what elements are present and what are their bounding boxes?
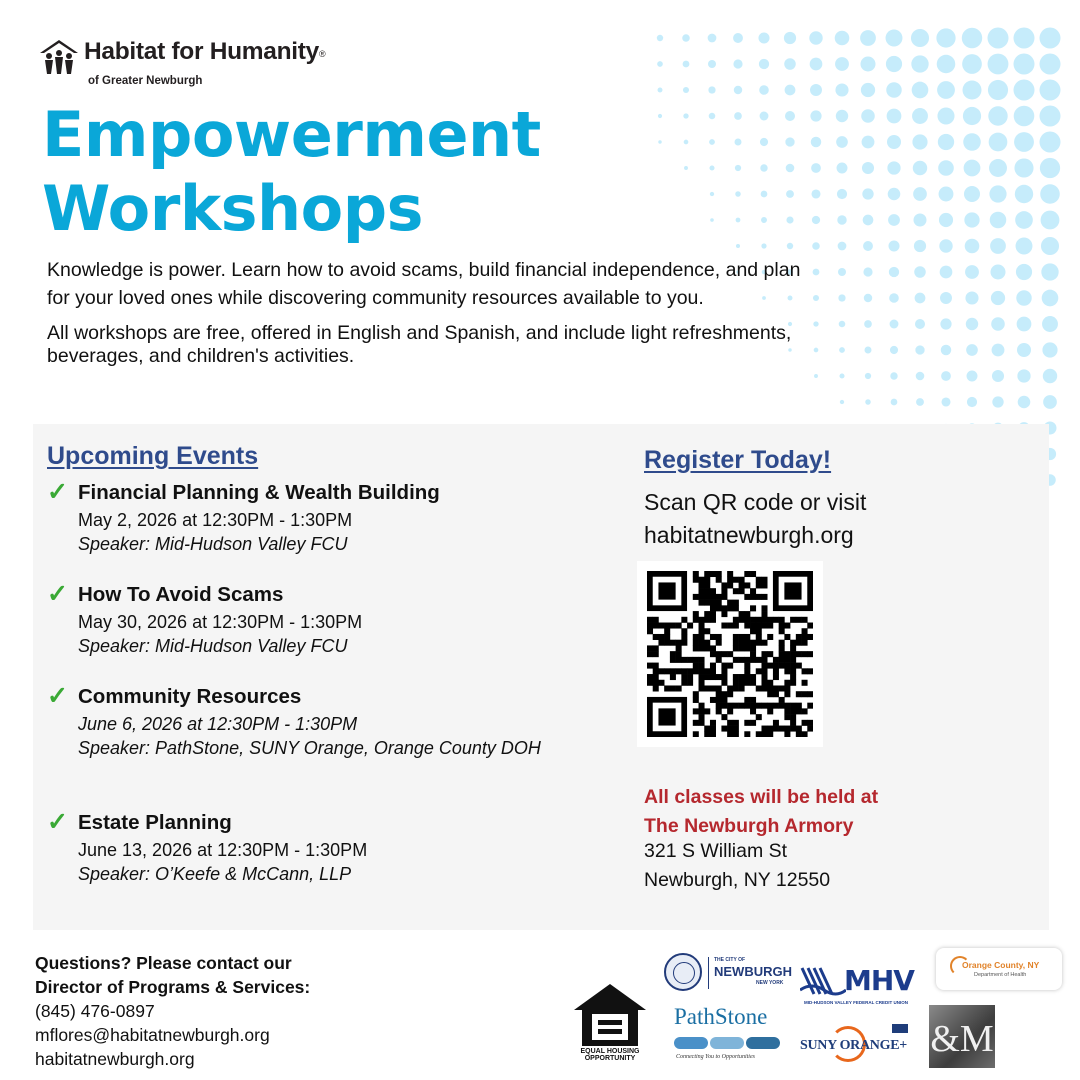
upcoming-events-heading: Upcoming Events	[47, 442, 259, 470]
location-line-1: All classes will be held at	[644, 786, 879, 808]
title-line-1: Empowerment	[42, 98, 541, 171]
contact-line-2: Director of Programs & Services:	[35, 977, 311, 997]
mhv-waves-icon	[800, 964, 846, 998]
equal-housing-caption: EQUAL HOUSING OPPORTUNITY	[580, 1048, 640, 1062]
page-title	[42, 98, 541, 246]
habitat-house-icon	[40, 40, 78, 74]
qr-code-icon	[647, 571, 813, 737]
checkmark-icon: ✓	[47, 478, 68, 506]
contact-phone[interactable]: (845) 476-0897	[35, 1001, 155, 1021]
event-name: Estate Planning	[78, 811, 232, 834]
mhv-fcu-logo: MHV MID-HUDSON VALLEY FEDERAL CREDIT UNION	[798, 962, 914, 1012]
city-seal-icon	[664, 953, 702, 991]
contact-block	[35, 951, 310, 1071]
address-street: 321 S William St	[644, 840, 788, 862]
event-date: June 13, 2026 at 12:30PM - 1:30PM	[78, 840, 368, 860]
register-instructions	[644, 486, 866, 552]
habitat-logo	[40, 38, 326, 87]
event-date: May 30, 2026 at 12:30PM - 1:30PM	[78, 612, 363, 632]
register-heading[interactable]: Register Today!	[644, 446, 832, 474]
event-name: Community Resources	[78, 685, 302, 708]
okeefe-mccann-logo: &M	[929, 1005, 995, 1068]
pathstone-logo: PathStone Connecting You to Opportunities	[672, 1004, 784, 1068]
event-speaker: Speaker: Mid-Hudson Valley FCU	[78, 636, 348, 656]
contact-email[interactable]: mflores@habitatnewburgh.org	[35, 1025, 270, 1045]
contact-website[interactable]: habitatnewburgh.org	[35, 1049, 195, 1069]
location-heading	[644, 783, 878, 841]
checkmark-icon: ✓	[47, 682, 68, 710]
event-name: How To Avoid Scams	[78, 583, 284, 606]
intro-text	[47, 256, 807, 378]
event-speaker: Speaker: PathStone, SUNY Orange, Orange County DOH	[78, 738, 541, 758]
orange-county-doh-logo: Orange County, NY Department of Health	[936, 948, 1062, 990]
contact-line-1: Questions? Please contact our	[35, 953, 292, 973]
checkmark-icon: ✓	[47, 808, 68, 836]
checkmark-icon: ✓	[47, 580, 68, 608]
org-subtitle: of Greater Newburgh	[88, 75, 203, 87]
city-of-newburgh-logo: THE CITY OF NEWBURGH NEW YORK	[664, 953, 784, 995]
org-name: Habitat for Humanity®	[84, 38, 326, 65]
event-date: June 6, 2026 at 12:30PM - 1:30PM	[78, 714, 358, 734]
suny-orange-logo: SUNY ORANGE+	[800, 1020, 915, 1064]
location-venue: The Newburgh Armory	[644, 815, 854, 837]
qr-code[interactable]	[637, 561, 823, 747]
event-speaker: Speaker: O’Keefe & McCann, LLP	[78, 864, 352, 884]
address-city: Newburgh, NY 12550	[644, 869, 831, 891]
intro-paragraph-1: Knowledge is power. Learn how to avoid scams, build financial independence, and plan for your loved ones while discovering community resources available to you.	[47, 259, 801, 309]
intro-paragraph-2: All workshops are free, offered in English and Spanish, and include light refreshments, beverages, and children's activities.	[47, 322, 792, 367]
event-name: Financial Planning & Wealth Building	[78, 481, 440, 504]
location-address	[644, 837, 830, 895]
event-date: May 2, 2026 at 12:30PM - 1:30PM	[78, 510, 353, 530]
register-website-link[interactable]: habitatnewburgh.org	[644, 522, 854, 548]
equal-housing-house-icon	[572, 982, 648, 1048]
register-line-1: Scan QR code or visit	[644, 489, 867, 515]
event-speaker: Speaker: Mid-Hudson Valley FCU	[78, 534, 348, 554]
title-line-2: Workshops	[42, 172, 424, 245]
equal-housing-logo	[572, 982, 648, 1064]
